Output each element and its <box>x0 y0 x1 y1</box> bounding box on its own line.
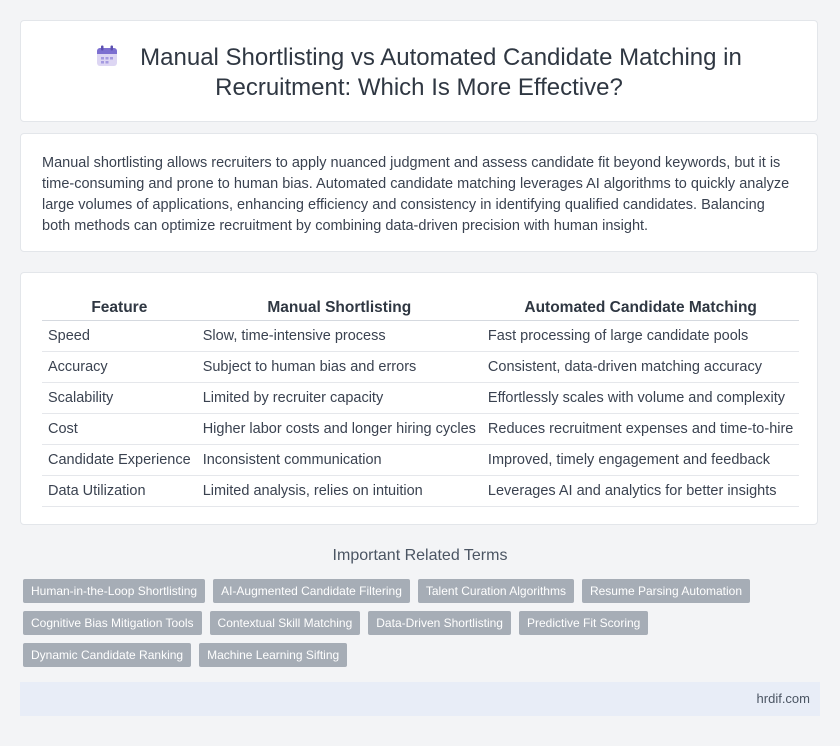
comparison-table <box>42 295 799 507</box>
related-term-tag[interactable]: Data-Driven Shortlisting <box>368 611 511 635</box>
table-row <box>42 352 799 383</box>
related-terms-title: Important Related Terms <box>332 547 508 564</box>
header-feature: Feature <box>42 295 197 321</box>
title-card <box>20 20 818 122</box>
title-line-1: Manual Shortlisting vs Automated Candidate Matching in <box>140 44 742 71</box>
related-term-tag[interactable]: Predictive Fit Scoring <box>519 611 648 635</box>
cell-feature: Speed <box>42 321 197 352</box>
cell-automated: Leverages AI and analytics for better insights <box>482 476 799 507</box>
cell-feature: Accuracy <box>42 352 197 383</box>
cell-feature: Scalability <box>42 383 197 414</box>
table-row <box>42 321 799 352</box>
cell-manual: Limited by recruiter capacity <box>197 383 482 414</box>
table-header-row <box>42 295 799 321</box>
cell-manual: Inconsistent communication <box>197 445 482 476</box>
cell-automated: Reduces recruitment expenses and time-to-hire <box>482 414 799 445</box>
table-row <box>42 476 799 507</box>
calendar-icon <box>96 45 118 67</box>
table-row <box>42 414 799 445</box>
related-term-tag[interactable]: Resume Parsing Automation <box>582 579 750 603</box>
cell-automated: Consistent, data-driven matching accuracy <box>482 352 799 383</box>
cell-manual: Subject to human bias and errors <box>197 352 482 383</box>
cell-feature: Data Utilization <box>42 476 197 507</box>
footer <box>20 682 820 716</box>
cell-automated: Fast processing of large candidate pools <box>482 321 799 352</box>
related-term-tag[interactable]: Talent Curation Algorithms <box>418 579 574 603</box>
intro-paragraph: Manual shortlisting allows recruiters to apply nuanced judgment and assess candidate fit beyond keywords, but it is time-consuming and prone to human bias. Automated candidate matching leverages AI algorithms to quickly analyze large volumes of applications, enhancing efficiency and consistency in identifying qualified candidates. Balancing both methods can optimize recruitment by combining data-driven precision with human insight. <box>42 155 790 234</box>
related-term-tag[interactable]: Dynamic Candidate Ranking <box>23 643 191 667</box>
cell-manual: Higher labor costs and longer hiring cycles <box>197 414 482 445</box>
cell-manual: Slow, time-intensive process <box>197 321 482 352</box>
page-title <box>21 43 817 103</box>
header-automated: Automated Candidate Matching <box>482 295 799 321</box>
cell-manual: Limited analysis, relies on intuition <box>197 476 482 507</box>
table-row <box>42 383 799 414</box>
related-terms-list <box>23 579 823 667</box>
related-term-tag[interactable]: Machine Learning Sifting <box>199 643 347 667</box>
cell-automated: Improved, timely engagement and feedback <box>482 445 799 476</box>
related-term-tag[interactable]: Contextual Skill Matching <box>210 611 361 635</box>
related-term-tag[interactable]: Human-in-the-Loop Shortlisting <box>23 579 205 603</box>
related-term-tag[interactable]: AI-Augmented Candidate Filtering <box>213 579 410 603</box>
footer-site-link[interactable]: hrdif.com <box>756 691 810 706</box>
header-manual: Manual Shortlisting <box>197 295 482 321</box>
cell-feature: Cost <box>42 414 197 445</box>
comparison-card <box>20 272 818 525</box>
related-term-tag[interactable]: Cognitive Bias Mitigation Tools <box>23 611 202 635</box>
table-row <box>42 445 799 476</box>
cell-automated: Effortlessly scales with volume and complexity <box>482 383 799 414</box>
cell-feature: Candidate Experience <box>42 445 197 476</box>
intro-card <box>20 133 818 252</box>
title-line-2: Recruitment: Which Is More Effective? <box>215 74 623 101</box>
